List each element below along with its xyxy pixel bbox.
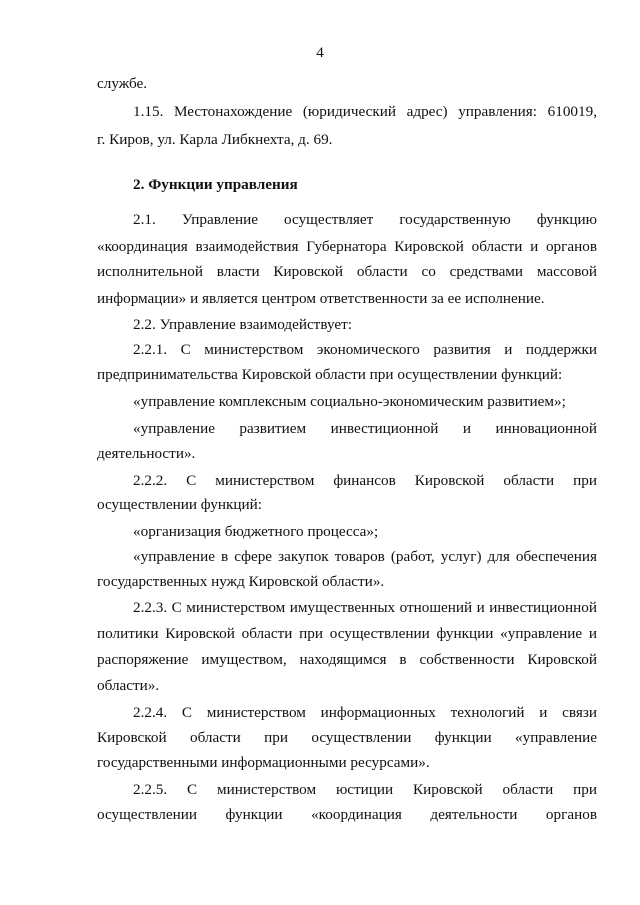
text-line: информации» и является центром ответственности за ее исполнение. xyxy=(97,290,545,307)
text-line: политики Кировской области при осуществлении функции «управление и xyxy=(97,625,597,642)
text-line: области». xyxy=(97,677,160,694)
text-line: «организация бюджетного процесса»; xyxy=(133,523,379,540)
text-line: г. Киров, ул. Карла Либкнехта, д. 69. xyxy=(97,131,333,148)
page-number: 4 xyxy=(316,45,324,61)
section-heading: 2. Функции управления xyxy=(133,176,298,193)
text-line: осуществлении функции «координация деятельности органов xyxy=(97,806,597,823)
text-line: предпринимательства Кировской области при осуществлении функций: xyxy=(97,366,563,383)
text-line: 2.2.3. С министерством имущественных отношений и инвестиционной xyxy=(133,599,597,616)
text-line: 2.2.5. С министерством юстиции Кировской области при xyxy=(133,781,597,798)
text-line: 2.2.4. С министерством информационных технологий и связи xyxy=(133,704,597,721)
text-line: исполнительной власти Кировской области со средствами массовой xyxy=(97,263,597,280)
text-line: Кировской области при осуществлении функции «управление xyxy=(97,729,597,746)
text-line: 1.15. Местонахождение (юридический адрес) управления: 610019, xyxy=(133,103,597,120)
text-line: государственных нужд Кировской области». xyxy=(97,573,385,590)
text-line: 2.1. Управление осуществляет государственную функцию xyxy=(133,211,597,228)
text-line: осуществлении функций: xyxy=(97,496,262,513)
text-line: «управление в сфере закупок товаров (работ, услуг) для обеспечения xyxy=(133,548,597,565)
text-line: деятельности». xyxy=(97,445,196,462)
text-line: 2.2.2. С министерством финансов Кировской области при xyxy=(133,472,597,489)
text-line: 2.2.1. С министерством экономического развития и поддержки xyxy=(133,341,597,358)
text-line: распоряжение имуществом, находящимся в собственности Кировской xyxy=(97,651,597,668)
text-line: государственными информационными ресурсами». xyxy=(97,754,430,771)
text-line: службе. xyxy=(97,75,148,92)
text-line: «управление развитием инвестиционной и инновационной xyxy=(133,420,597,437)
text-line: «управление комплексным социально-экономическим развитием»; xyxy=(133,393,566,410)
text-line: «координация взаимодействия Губернатора Кировской области и органов xyxy=(97,238,597,255)
text-line: 2.2. Управление взаимодействует: xyxy=(133,316,352,333)
